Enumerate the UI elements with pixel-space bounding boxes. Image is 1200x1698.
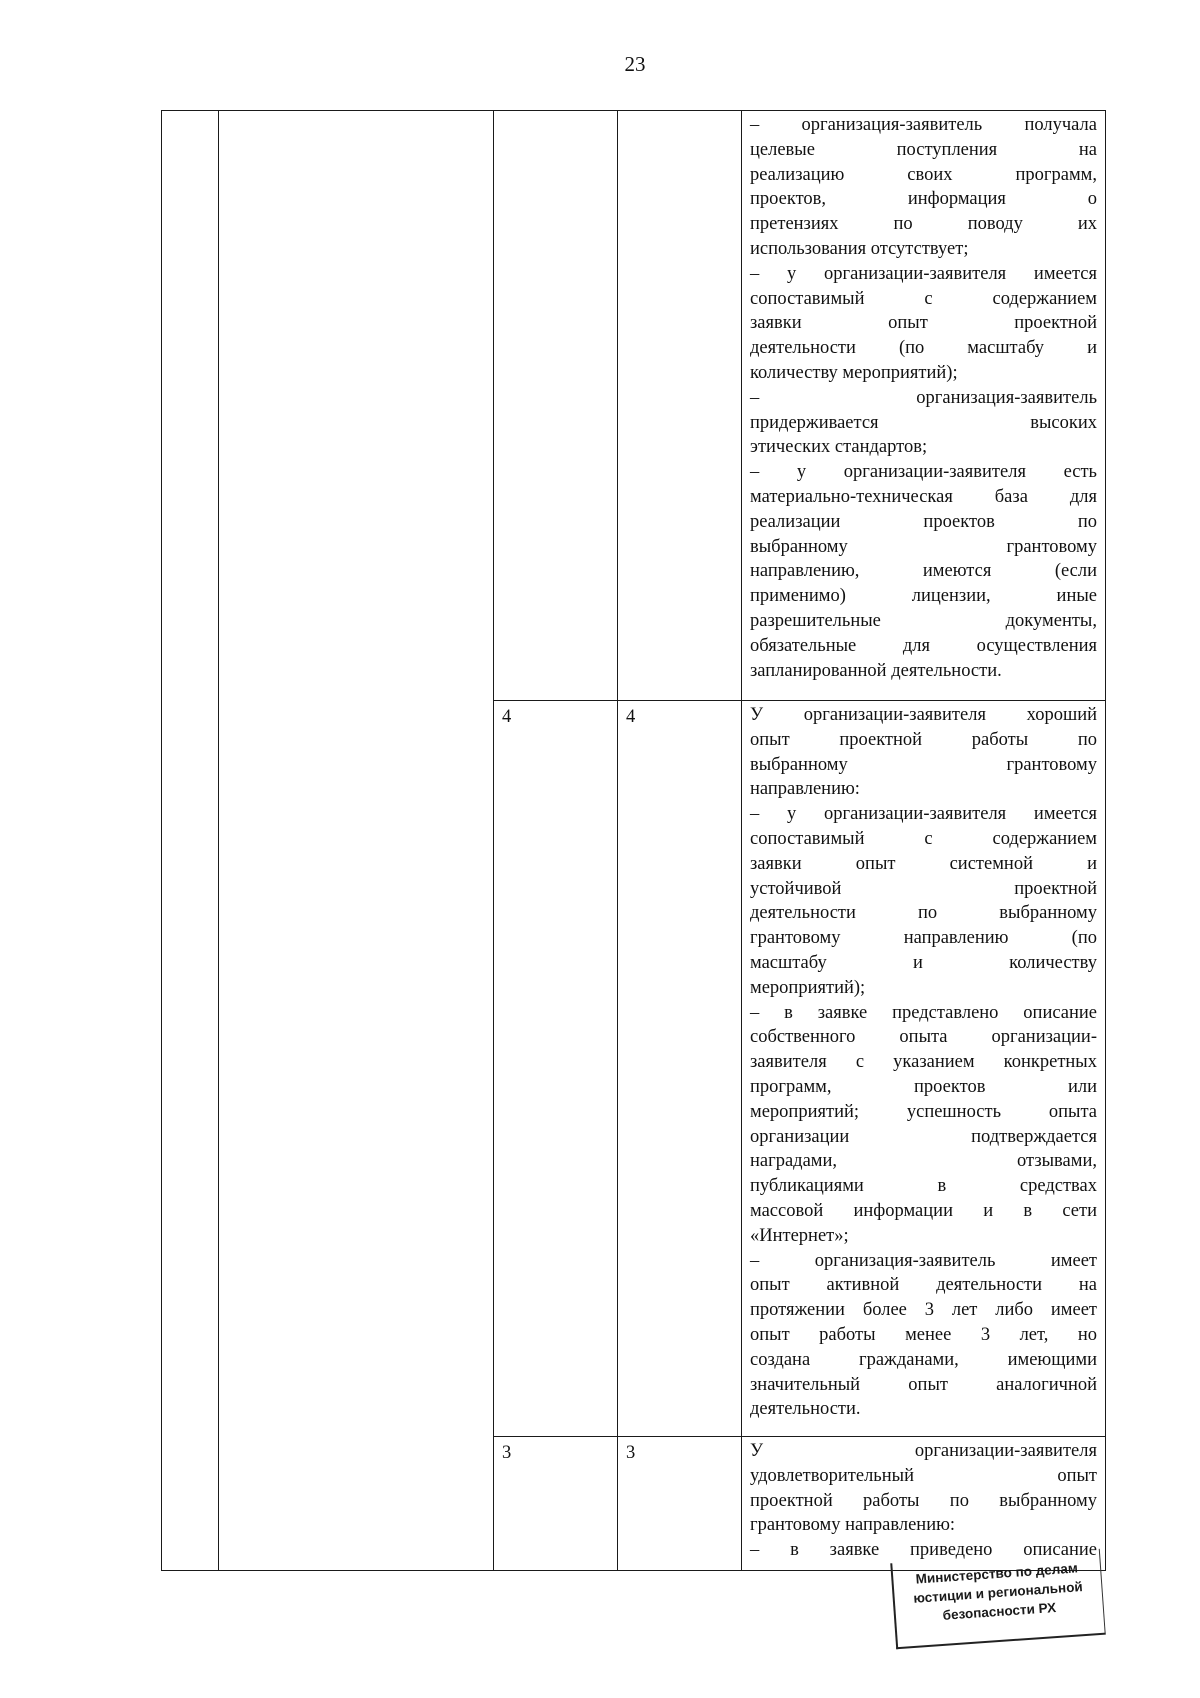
text-line: собственного опыта организации-: [750, 1027, 1097, 1048]
criteria-table: [161, 110, 1106, 1571]
text-line: протяжении более 3 лет либо имеет: [750, 1300, 1097, 1321]
text-line: реализацию своих программ,: [750, 164, 1097, 185]
text-line: – у организации-заявителя имеется: [750, 263, 1097, 284]
text-line: опыт работы менее 3 лет, но: [750, 1324, 1097, 1345]
text-line: – организация-заявитель получала: [750, 115, 1097, 135]
points-cell: [618, 111, 742, 701]
text-line: направлению:: [750, 779, 860, 800]
description-cell: [742, 111, 1106, 701]
text-line: – у организации-заявителя есть: [750, 462, 1097, 483]
stamp-line: безопасности РХ: [942, 1599, 1057, 1623]
points-cell: 3: [618, 1437, 742, 1571]
page-number: 23: [624, 52, 646, 76]
text-line: сопоставимый с содержанием: [750, 828, 1097, 849]
text-line: материально-техническая база для: [750, 486, 1097, 507]
text-line: создана гражданами, имеющими: [750, 1349, 1097, 1370]
stamp-text: [893, 1557, 1103, 1628]
text-line: заявки опыт проектной: [750, 313, 1097, 334]
ministry-stamp: [890, 1549, 1105, 1649]
text-line: претензиях по поводу их: [750, 214, 1097, 235]
table-row-continuation: [162, 111, 1106, 701]
text-line: сопоставимый с содержанием: [750, 288, 1097, 309]
text-line: грантовому направлению (по: [750, 928, 1097, 949]
text-line: деятельности по выбранному: [750, 903, 1097, 924]
description-cell: [742, 701, 1106, 1437]
text-line: мероприятий; успешность опыта: [750, 1101, 1097, 1122]
score-cell: [494, 111, 618, 701]
text-line: выбранному грантовому: [750, 536, 1097, 557]
text-line: деятельности.: [750, 1399, 861, 1420]
text-line: опыт проектной работы по: [750, 729, 1097, 750]
text-line: этических стандартов;: [750, 437, 928, 458]
text-line: направлению, имеются (если: [750, 561, 1097, 582]
text-line: устойчивой проектной: [750, 878, 1097, 899]
text-line: проектной работы по выбранному: [750, 1490, 1097, 1511]
text-line: – организация-заявитель: [750, 387, 1097, 408]
text-line: заявки опыт системной и: [750, 853, 1097, 874]
points-cell: 4: [618, 701, 742, 1437]
text-line: мероприятий);: [750, 977, 866, 998]
stamp-line: юстиции и региональной: [912, 1579, 1084, 1606]
text-line: массовой информации и в сети: [750, 1200, 1097, 1221]
text-line: деятельности (по масштабу и: [750, 338, 1097, 359]
text-line: организации подтверждается: [750, 1126, 1097, 1147]
description-cell: [742, 1437, 1106, 1571]
text-line: значительный опыт аналогичной: [750, 1374, 1097, 1395]
text-line: количеству мероприятий);: [750, 362, 958, 383]
text-line: реализации проектов по: [750, 511, 1097, 532]
score-cell: 3: [494, 1437, 618, 1571]
text-line: обязательные для осуществления: [750, 635, 1097, 656]
text-line: «Интернет»;: [750, 1225, 849, 1246]
criterion-name-cell: [219, 111, 494, 1571]
text-line: – в заявке приведено описание: [750, 1540, 1097, 1561]
text-line: целевые поступления на: [750, 139, 1097, 160]
text-line: У организации-заявителя хороший: [750, 705, 1097, 725]
text-line: грантовому направлению:: [750, 1515, 956, 1536]
text-line: наградами, отзывами,: [750, 1151, 1097, 1172]
text-line: заявителя с указанием конкретных: [750, 1052, 1097, 1073]
text-line: проектов, информация о: [750, 189, 1097, 210]
text-line: – организация-заявитель имеет: [750, 1250, 1097, 1271]
score-cell: 4: [494, 701, 618, 1437]
text-line: – в заявке представлено описание: [750, 1002, 1097, 1023]
text-line: использования отсутствует;: [750, 238, 969, 259]
stamp-line: Министерство по делам: [915, 1560, 1079, 1587]
text-line: программ, проектов или: [750, 1076, 1097, 1097]
text-line: опыт активной деятельности на: [750, 1275, 1097, 1296]
text-line: разрешительные документы,: [750, 610, 1097, 631]
text-line: – у организации-заявителя имеется: [750, 804, 1097, 825]
text-line: масштабу и количеству: [750, 952, 1097, 973]
text-line: У организации-заявителя: [750, 1441, 1097, 1461]
number-cell: [162, 111, 219, 1571]
text-line: публикациями в средствах: [750, 1176, 1097, 1197]
text-line: выбранному грантовому: [750, 754, 1097, 775]
text-line: запланированной деятельности.: [750, 660, 1002, 681]
text-line: удовлетворительный опыт: [750, 1465, 1097, 1486]
text-line: применимо) лицензии, иные: [750, 586, 1097, 607]
text-line: придерживается высоких: [750, 412, 1097, 433]
